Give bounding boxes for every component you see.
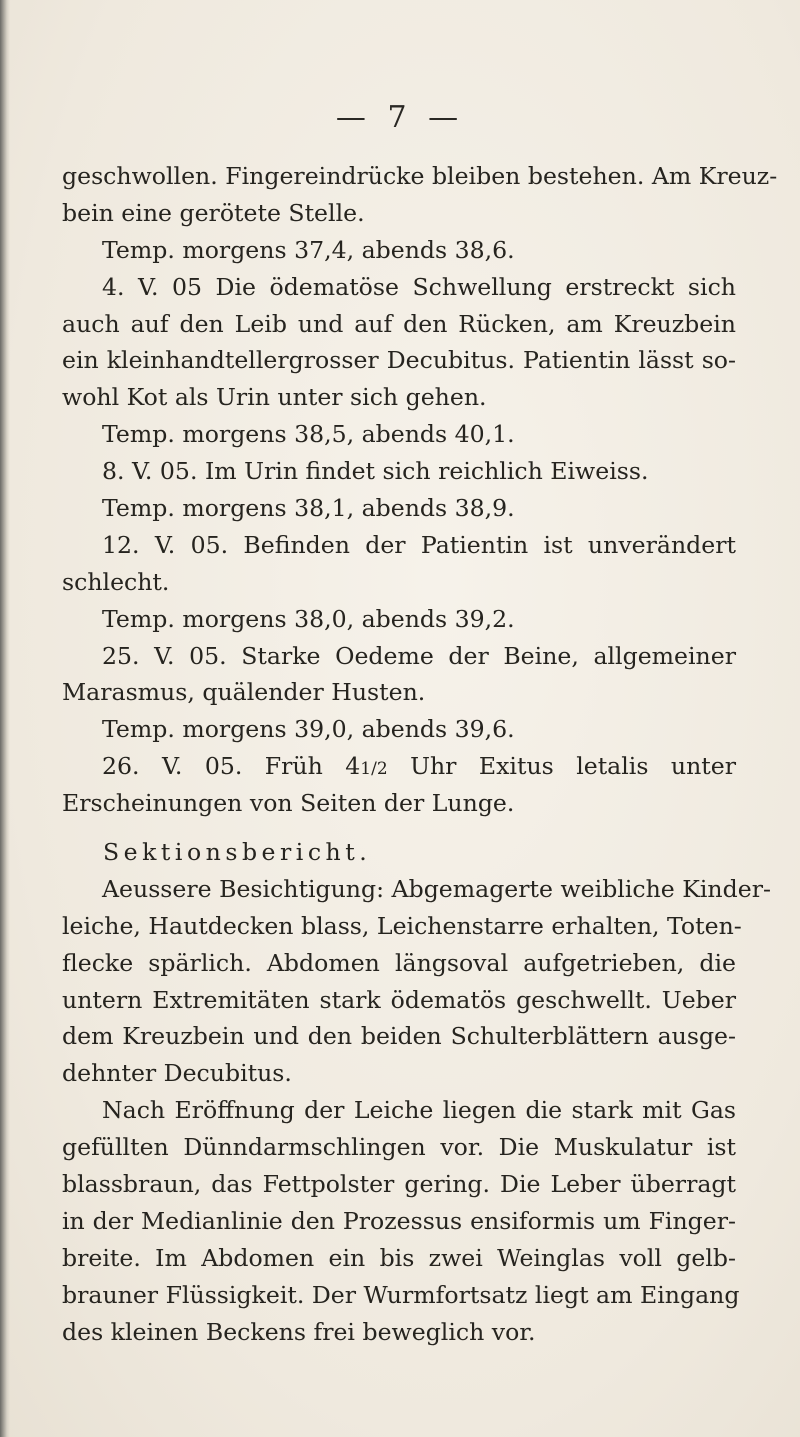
text-line: 8. V. 05. Im Urin findet sich reichlich Eiweiss. <box>102 457 649 486</box>
text-line: dem Kreuzbein und den beiden Schulterblättern ausge- <box>62 1022 736 1051</box>
text-line: Temp. morgens 37,4, abends 38,6. <box>102 235 515 264</box>
text-line: 25. V. 05. Starke Oedeme der Beine, allgemeiner <box>102 641 736 670</box>
section-heading: Sektionsbericht. <box>103 838 372 867</box>
text-line: Aeussere Besichtigung: Abgemagerte weibliche Kinder- <box>102 874 771 903</box>
fraction: 1/2 <box>360 759 388 780</box>
text-line <box>62 748 736 785</box>
text-line: Temp. morgens 38,1, abends 38,9. <box>102 494 515 523</box>
text-line: schlecht. <box>62 567 170 596</box>
text-line: geschwollen. Fingereindrücke bleiben bestehen. Am Kreuz- <box>62 162 778 190</box>
text-line: Nach Eröffnung der Leiche liegen die stark mit Gas <box>102 1096 736 1125</box>
text-line: brauner Flüssigkeit. Der Wurmfortsatz liegt am Eingang <box>62 1280 740 1309</box>
text-line: Temp. morgens 38,0, abends 39,2. <box>102 604 515 633</box>
text-line: dehnter Decubitus. <box>62 1059 292 1088</box>
text-line: 12. V. 05. Befinden der Patientin ist unverändert <box>102 530 736 559</box>
text-line: in der Medianlinie den Prozessus ensiformis um Finger- <box>62 1206 736 1235</box>
text-line: gefüllten Dünndarmschlingen vor. Die Muskulatur ist <box>62 1133 736 1162</box>
text-line: Erscheinungen von Seiten der Lunge. <box>62 789 515 818</box>
text-line: ein kleinhandtellergrosser Decubitus. Patientin lässt so- <box>62 346 736 375</box>
text-segment: 26. V. 05. Früh 4 <box>102 752 361 781</box>
text-line: 4. V. 05 Die ödematöse Schwellung erstreckt sich <box>102 272 736 301</box>
text-line: breite. Im Abdomen ein bis zwei Weinglas voll gelb- <box>62 1243 736 1272</box>
text-line: bein eine gerötete Stelle. <box>62 198 365 227</box>
text-line: blassbraun, das Fettpolster gering. Die Leber überragt <box>62 1170 736 1199</box>
text-line: flecke spärlich. Abdomen längsoval aufgetrieben, die <box>62 948 736 977</box>
text-line: Marasmus, quälender Husten. <box>62 678 426 707</box>
text-line: auch auf den Leib und auf den Rücken, am Kreuzbein <box>62 309 736 338</box>
text-line: leiche, Hautdecken blass, Leichenstarre erhalten, Toten- <box>62 911 742 940</box>
text-line: untern Extremitäten stark ödematös geschwellt. Ueber <box>62 985 736 1014</box>
text-segment: Uhr Exitus letalis unter <box>410 752 737 781</box>
text-line: Temp. morgens 38,5, abends 40,1. <box>102 420 515 449</box>
text-line: des kleinen Beckens frei beweglich vor. <box>62 1317 536 1346</box>
text-line: Temp. morgens 39,0, abends 39,6. <box>102 715 515 744</box>
body-text <box>62 158 778 1351</box>
text-line: wohl Kot als Urin unter sich gehen. <box>62 383 487 412</box>
page-edge-shadow <box>0 0 10 1437</box>
page-number: — 7 — <box>335 100 465 135</box>
